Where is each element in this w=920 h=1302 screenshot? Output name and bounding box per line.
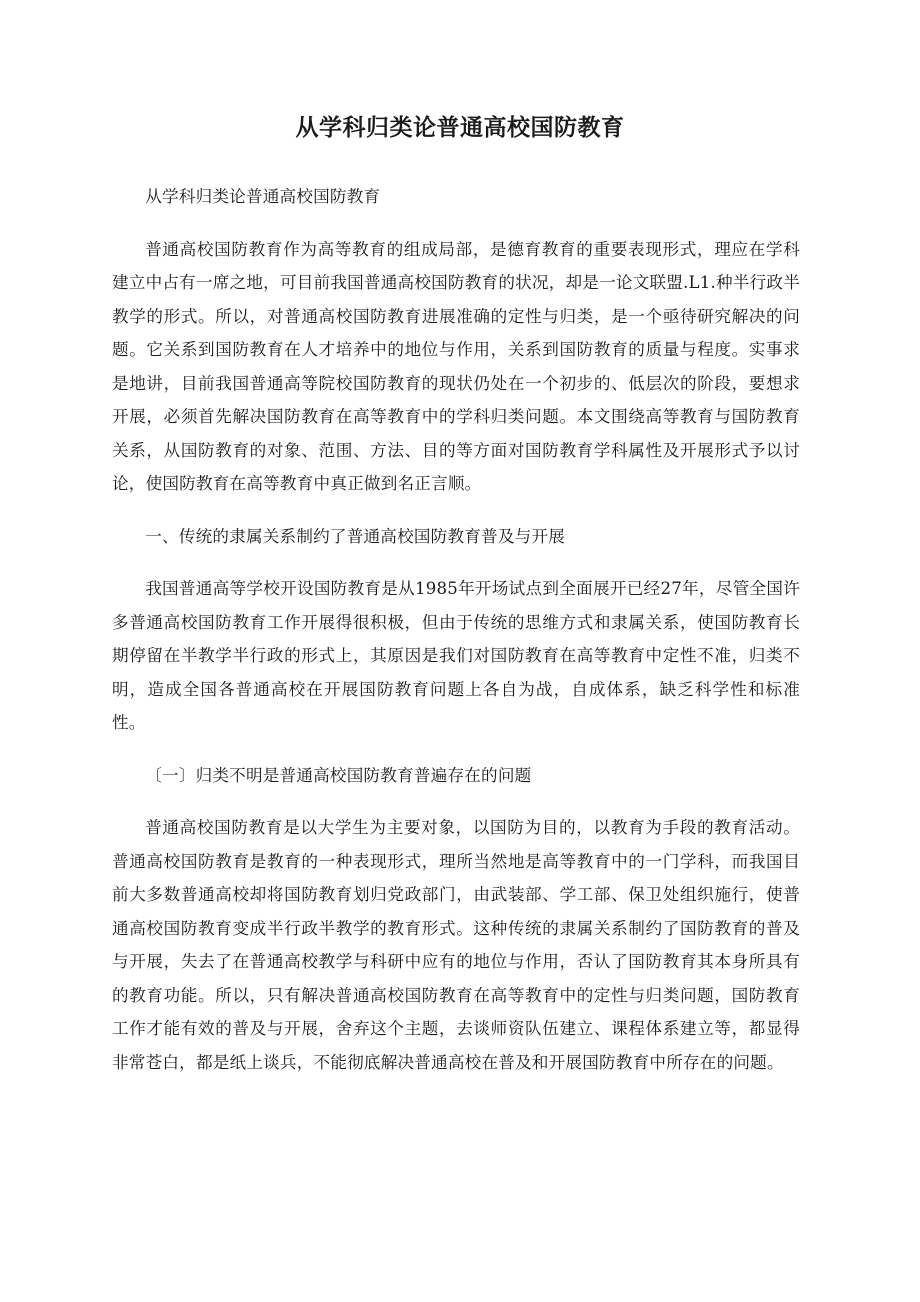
document-body	[112, 180, 800, 1098]
document-title: 从学科归类论普通高校国防教育	[295, 115, 625, 141]
subsection-1-paragraph: 普通高校国防教育是以大学生为主要对象，以国防为目的，以教育为手段的教育活动。普通高校国防教育是教育的一种表现形式，理所当然地是高等教育中的一门学科，而我国目前大多数普通高校却将国防教育划归党政部门，由武装部、学工部、保卫处组织施行，使普通高校国防教育变成半行政半教学的教育形式。这种传统的隶属关系制约了国防教育的普及与开展，失去了在普通高校教学与科研中应有的地位与作用，否认了国防教育其本身所具有的教育功能。所以，只有解决普通高校国防教育在高等教育中的定性与归类问题，国防教育工作才能有效的普及与开展，舍弃这个主题，去谈师资队伍建立、课程体系建立等，都显得非常苍白，都是纸上谈兵，不能彻底解决普通高校在普及和开展国防教育中所存在的问题。	[112, 818, 800, 1072]
subsection-heading-1: 〔一〕归类不明是普通高校国防教育普遍存在的问题	[145, 765, 532, 785]
subtitle-paragraph: 从学科归类论普通高校国防教育	[145, 187, 381, 206]
intro-paragraph: 普通高校国防教育作为高等教育的组成局部，是德育教育的重要表现形式，理应在学科建立中占有一席之地，可目前我国普通高校国防教育的状况，却是一论文联盟.L1.种半行政半教学的形式。所以，对普通高校国防教育进展准确的定性与归类，是一个亟待研究解决的问题。它关系到国防教育在人才培养中的地位与作用，关系到国防教育的质量与程度。实事求是地讲，目前我国普通高等院校国防教育的现状仍处在一个初步的、低层次的阶段，要想求开展，必须首先解决国防教育在高等教育中的学科归类问题。本文围绕高等教育与国防教育关系，从国防教育的对象、范围、方法、目的等方面对国防教育学科属性及开展形式予以讨论，使国防教育在高等教育中真正做到名正言顺。	[112, 239, 800, 493]
section-heading-1: 一、传统的隶属关系制约了普通高校国防教育普及与开展	[145, 526, 566, 546]
section-1-paragraph: 我国普通高等学校开设国防教育是从1985年开场试点到全面展开已经27年，尽管全国许多普通高校国防教育工作开展得很积极，但由于传统的思维方式和隶属关系，使国防教育长期停留在半教学半行政的形式上，其原因是我们对国防教育在高等教育中定性不准，归类不明，造成全国各普通高校在开展国防教育问题上各自为战，自成体系，缺乏科学性和标准性。	[112, 579, 800, 732]
